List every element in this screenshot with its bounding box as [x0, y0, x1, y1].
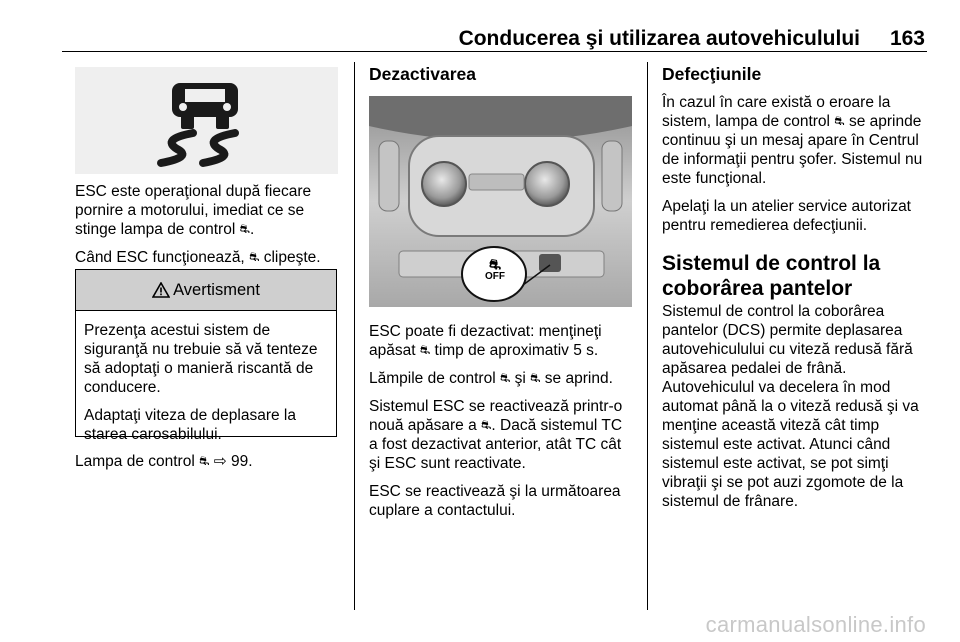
warning-box	[75, 269, 337, 443]
esc-blinking-paragraph: Când ESC funcţionează, ⛐ clipeşte.	[75, 249, 321, 266]
section-title-deactivation: Dezactivarea	[369, 64, 477, 84]
service-paragraph: Apelaţi la un atelier service autorizat pentru remedierea defecţiunii.	[662, 198, 911, 234]
watermark: carmanualsonline.info	[705, 612, 926, 637]
esc-lamp-icon: ⛐	[249, 250, 260, 264]
section-title-faults: Defecţiunile	[662, 64, 762, 84]
page-reference-arrow-icon: ⇨	[213, 453, 227, 470]
esc-operational-paragraph: ESC este operaţional după fiecare pornire a motorului, imediat ce se stinge lampa de control ⛐.	[75, 183, 312, 238]
reactivation-ignition-paragraph: ESC se reactivează şi la următoarea cuplare a contactului.	[369, 483, 621, 519]
esc-lamp-icon: ⛐	[199, 454, 210, 468]
esc-off-button-icon: ⛐ OFF	[467, 257, 523, 282]
esc-lamp-icon: ⛐	[239, 222, 250, 236]
esc-off-icon: ⛐	[419, 343, 431, 357]
warning-text-2: Adaptaţi viteza de deplasare la starea carosabilului.	[84, 407, 296, 443]
control-lamp-reference: Lampa de control ⛐ ⇨ 99.	[75, 453, 253, 470]
esc-off-lamp-icon: ⛐	[530, 371, 541, 385]
center-console-photo	[369, 96, 632, 307]
section-title-descent-control: Sistemul de control la coborârea pantelor	[662, 252, 881, 300]
esc-off-button-label: OFF	[485, 271, 505, 282]
column-divider-right	[647, 62, 648, 610]
descent-control-paragraph: Sistemul de control la coborârea pantelor (DCS) permite deplasarea autovehiculului cu viteză redusă fără apăsarea pedalei de frână. Autovehiculul va decelera în mod automat până la o viteză redusă şi va menţine această viteză cât timp sistemul este activat. Atunci când sistemul este activat, se pot simţi vibraţii şi se pot auzi zgomote de la sistemul de frânare.	[662, 303, 919, 510]
esc-off-icon: ⛐	[481, 418, 492, 432]
column-divider-left	[354, 62, 355, 610]
warning-title: Avertisment	[173, 280, 260, 299]
fault-paragraph: În cazul în care există o eroare la sistem, lampa de control ⛐ se aprinde continuu şi un mesaj apare în Centrul de informaţii pentru şofer. Sistemul nu este funcţional.	[662, 94, 923, 187]
warning-text-1: Prezenţa acestui sistem de siguranţă nu trebuie să vă tenteze să adoptaţi o manieră riscantă de conducere.	[84, 322, 318, 396]
tc-off-lamp-icon: ⛐	[499, 371, 511, 385]
esc-warning-lamp-illustration	[75, 67, 338, 174]
esc-lamp-icon: ⛐	[834, 114, 845, 128]
warning-header	[76, 270, 336, 311]
esc-car-skid-icon	[75, 67, 338, 174]
header-rule	[62, 51, 927, 52]
warning-triangle-icon	[152, 282, 170, 298]
running-header-title: Conducerea şi utilizarea autovehiculului	[458, 27, 860, 50]
lamps-on-paragraph: Lămpile de control ⛐ şi ⛐ se aprind.	[369, 370, 613, 387]
reactivation-paragraph: Sistemul ESC se reactivează printr-o nouă apăsare a ⛐. Dacă sistemul TC a fost dezactivat anterior, atât TC cât şi ESC sunt reactivate.	[369, 398, 623, 472]
page-number: 163	[889, 27, 925, 50]
deactivate-instruction: ESC poate fi dezactivat: menţineţi apăsat ⛐ timp de aproximativ 5 s.	[369, 323, 602, 359]
